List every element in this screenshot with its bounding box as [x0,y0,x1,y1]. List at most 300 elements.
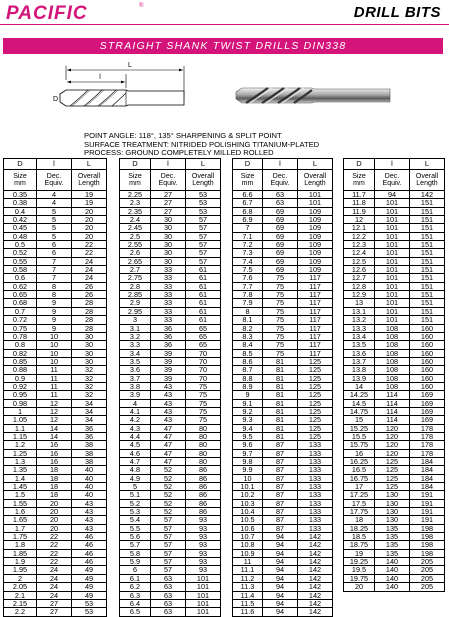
overall-length-cell: 49 [72,591,107,599]
overall-length-cell: 19 [72,199,107,207]
col-letter-D: D [120,159,151,170]
size-cell: 18 [344,516,375,524]
overall-length-cell: 65 [186,324,221,332]
dec-equiv-cell: 108 [375,374,410,382]
overall-length-cell: 36 [72,432,107,440]
overall-length-cell: 57 [186,224,221,232]
column-letter-row [4,159,107,170]
size-cell: 7 [233,224,263,232]
dec-equiv-cell: 108 [375,382,410,390]
size-cell: 16.25 [344,458,375,466]
dec-equiv-cell: 36 [151,341,186,349]
overall-length-cell: 160 [410,374,445,382]
overall-length-cell: 125 [298,374,333,382]
overall-length-header: Overall Length [298,170,333,191]
dec-equiv-cell: 130 [375,508,410,516]
size-cell: 11.4 [233,591,263,599]
dec-equiv-cell: 101 [375,282,410,290]
overall-length-cell: 178 [410,432,445,440]
table-row [120,316,221,324]
dec-equiv-cell: 33 [151,299,186,307]
overall-length-cell: 198 [410,533,445,541]
dec-equiv-cell: 120 [375,432,410,440]
table-row [344,391,445,399]
overall-length-cell: 32 [72,366,107,374]
dec-equiv-cell: 87 [263,458,298,466]
size-cell: 11.3 [233,583,263,591]
table-row [120,466,221,474]
overall-length-cell: 205 [410,574,445,582]
dec-equiv-cell: 87 [263,483,298,491]
dec-equiv-cell: 69 [263,241,298,249]
size-cell: 0.85 [4,357,37,365]
size-cell: 11.7 [344,191,375,199]
dec-equiv-cell: 81 [263,416,298,424]
overall-length-cell: 80 [186,424,221,432]
size-cell: 2.45 [120,224,151,232]
overall-length-cell: 24 [72,257,107,265]
size-cell: 0.38 [4,199,37,207]
column-header-row [233,170,333,191]
size-cell: 8.6 [233,357,263,365]
size-cell: 12.8 [344,282,375,290]
table-row [344,199,445,207]
overall-length-cell: 40 [72,483,107,491]
dec-equiv-cell: 101 [375,299,410,307]
dec-equiv-cell: 10 [37,349,72,357]
overall-length-cell: 184 [410,483,445,491]
dec-equiv-cell: 120 [375,441,410,449]
dec-equiv-cell: 30 [151,232,186,240]
table-row [120,416,221,424]
size-cell: 5.9 [120,558,151,566]
dec-equiv-cell: 24 [37,566,72,574]
size-cell: 14.75 [344,407,375,415]
dec-equiv-cell: 43 [151,399,186,407]
overall-length-cell: 133 [298,524,333,532]
size-cell: 12.4 [344,249,375,257]
size-cell: 17.5 [344,499,375,507]
table-row [233,366,333,374]
col-letter-l: l [151,159,186,170]
size-cell: 2.25 [120,191,151,199]
size-cell: 14.5 [344,399,375,407]
dec-equiv-cell: 22 [37,549,72,557]
dec-equiv-cell: 81 [263,391,298,399]
dec-equiv-cell: 135 [375,541,410,549]
overall-length-cell: 34 [72,407,107,415]
dec-equiv-cell: 20 [37,524,72,532]
dec-equiv-cell: 47 [151,449,186,457]
size-cell: 7.1 [233,232,263,240]
size-cell: 1.05 [4,416,37,424]
dec-equiv-cell: 101 [375,216,410,224]
size-cell: 6.3 [120,591,151,599]
dec-equiv-cell: 14 [37,432,72,440]
overall-length-cell: 53 [186,207,221,215]
size-cell: 12.6 [344,266,375,274]
overall-length-cell: 142 [298,566,333,574]
dec-equiv-cell: 24 [37,574,72,582]
size-cell: 2.05 [4,583,37,591]
dec-equiv-cell: 120 [375,424,410,432]
overall-length-cell: 109 [298,257,333,265]
dec-equiv-cell: 57 [151,549,186,557]
dec-equiv-cell: 101 [375,207,410,215]
overall-length-cell: 61 [186,291,221,299]
dec-equiv-cell: 101 [375,274,410,282]
size-cell: 8.8 [233,374,263,382]
size-cell: 10.8 [233,541,263,549]
overall-length-cell: 93 [186,541,221,549]
size-cell: 10 [233,474,263,482]
dec-equiv-cell: 22 [37,533,72,541]
dec-equiv-cell: 39 [151,374,186,382]
overall-length-cell: 125 [298,424,333,432]
table-row [233,341,333,349]
size-cell: 8.1 [233,316,263,324]
label-L: L [128,62,132,69]
size-cell: 1.95 [4,566,37,574]
size-cell: 15.5 [344,432,375,440]
size-cell: 2.1 [4,591,37,599]
dec-equiv-cell: 10 [37,332,72,340]
dec-equiv-cell: 108 [375,357,410,365]
overall-length-cell: 46 [72,558,107,566]
size-cell: 2.75 [120,274,151,282]
size-cell: 0.82 [4,349,37,357]
dec-equiv-cell: 81 [263,366,298,374]
size-cell: 15.75 [344,441,375,449]
dec-equiv-cell: 87 [263,524,298,532]
dec-equiv-cell: 135 [375,524,410,532]
size-cell: 9.5 [233,432,263,440]
dec-equiv-cell: 69 [263,257,298,265]
overall-length-cell: 28 [72,299,107,307]
dec-equiv-header: Dec. Equiv. [375,170,410,191]
dec-equiv-cell: 57 [151,524,186,532]
table-row [233,491,333,499]
overall-length-cell: 160 [410,382,445,390]
banner-title: STRAIGHT SHANK TWIST DRILLS DIN338 [99,40,347,52]
table-row [233,466,333,474]
dec-equiv-cell: 101 [375,224,410,232]
column-header-row [120,170,221,191]
overall-length-cell: 117 [298,299,333,307]
table-row [233,441,333,449]
overall-length-cell: 117 [298,341,333,349]
overall-length-cell: 30 [72,341,107,349]
dec-equiv-cell: 94 [263,533,298,541]
overall-length-cell: 160 [410,349,445,357]
size-cell: 0.6 [4,274,37,282]
dec-equiv-cell: 75 [263,316,298,324]
overall-length-cell: 151 [410,249,445,257]
overall-length-cell: 30 [72,357,107,365]
size-cell: 0.52 [4,249,37,257]
dec-equiv-cell: 57 [151,558,186,566]
overall-length-cell: 133 [298,491,333,499]
dec-equiv-cell: 43 [151,382,186,390]
overall-length-cell: 151 [410,241,445,249]
dec-equiv-cell: 52 [151,466,186,474]
overall-length-cell: 26 [72,282,107,290]
dec-equiv-header: Dec. Equiv. [151,170,186,191]
size-cell: 10.1 [233,483,263,491]
size-cell: 0.58 [4,266,37,274]
dec-equiv-header: Dec. Equiv. [37,170,72,191]
size-cell: 12 [344,216,375,224]
overall-length-cell: 38 [72,458,107,466]
dec-equiv-cell: 87 [263,499,298,507]
size-cell: 2 [4,574,37,582]
dec-equiv-header: Dec. Equiv. [263,170,298,191]
dec-equiv-cell: 87 [263,466,298,474]
overall-length-cell: 169 [410,407,445,415]
overall-length-cell: 75 [186,391,221,399]
table-row [120,608,221,616]
dec-equiv-cell: 114 [375,399,410,407]
overall-length-cell: 86 [186,499,221,507]
overall-length-cell: 93 [186,558,221,566]
dec-equiv-cell: 11 [37,374,72,382]
point-angle-spec: POINT ANGLE: 118°, 135° SHARPENING & SPLIT POINT [84,131,282,140]
dec-equiv-cell: 8 [37,291,72,299]
dec-equiv-cell: 108 [375,349,410,357]
size-table-1 [3,158,107,617]
dec-equiv-cell: 18 [37,491,72,499]
size-cell: 3.2 [120,332,151,340]
dec-equiv-cell: 57 [151,541,186,549]
overall-length-cell: 109 [298,224,333,232]
size-cell: 0.42 [4,216,37,224]
size-cell: 0.95 [4,391,37,399]
dec-equiv-cell: 108 [375,341,410,349]
size-cell: 7.4 [233,257,263,265]
dec-equiv-cell: 63 [151,591,186,599]
overall-length-cell: 26 [72,291,107,299]
overall-length-cell: 117 [298,307,333,315]
size-cell: 4.3 [120,424,151,432]
dec-equiv-cell: 75 [263,332,298,340]
table-row [120,491,221,499]
dec-equiv-cell: 94 [263,566,298,574]
size-cell: 8.3 [233,332,263,340]
table-row [233,249,333,257]
size-cell: 0.68 [4,299,37,307]
overall-length-cell: 184 [410,466,445,474]
overall-length-cell: 191 [410,499,445,507]
overall-length-cell: 198 [410,549,445,557]
overall-length-cell: 191 [410,508,445,516]
overall-length-cell: 46 [72,541,107,549]
overall-length-cell: 32 [72,374,107,382]
table-row [344,583,445,591]
overall-length-cell: 49 [72,566,107,574]
overall-length-cell: 109 [298,207,333,215]
size-cell: 13.6 [344,349,375,357]
size-cell: 2.65 [120,257,151,265]
overall-length-cell: 49 [72,583,107,591]
dec-equiv-cell: 94 [263,574,298,582]
dec-equiv-cell: 130 [375,491,410,499]
size-cell: 6.4 [120,599,151,607]
overall-length-cell: 40 [72,466,107,474]
overall-length-cell: 57 [186,257,221,265]
size-cell: 11.5 [233,599,263,607]
dec-equiv-cell: 22 [37,541,72,549]
overall-length-cell: 178 [410,441,445,449]
overall-length-cell: 75 [186,382,221,390]
size-cell: 1 [4,407,37,415]
column-header-row [344,170,445,191]
size-cell: 3.8 [120,382,151,390]
size-cell: 0.98 [4,399,37,407]
size-cell: 9.9 [233,466,263,474]
dec-equiv-cell: 20 [37,508,72,516]
dec-equiv-cell: 16 [37,449,72,457]
size-cell: 10.6 [233,524,263,532]
overall-length-cell: 20 [72,207,107,215]
size-cell: 13.4 [344,332,375,340]
overall-length-cell: 101 [186,574,221,582]
col-letter-D: D [233,159,263,170]
overall-length-cell: 28 [72,316,107,324]
dec-equiv-cell: 81 [263,399,298,407]
overall-length-cell: 57 [186,249,221,257]
overall-length-header: Overall Length [72,170,107,191]
table-row [344,516,445,524]
brand-logo: PACIFIC [6,3,88,24]
size-cell: 19.5 [344,566,375,574]
size-cell: 2.5 [120,232,151,240]
size-cell: 5.7 [120,541,151,549]
dec-equiv-cell: 4 [37,199,72,207]
size-cell: 0.4 [4,207,37,215]
size-cell: 18.25 [344,524,375,532]
dec-equiv-cell: 114 [375,407,410,415]
table-row [4,608,107,616]
header-divider [0,24,449,25]
overall-length-cell: 61 [186,307,221,315]
size-header: Size mm [120,170,151,191]
size-cell: 20 [344,583,375,591]
dec-equiv-cell: 140 [375,566,410,574]
overall-length-cell: 53 [72,599,107,607]
size-cell: 5.1 [120,491,151,499]
overall-length-cell: 70 [186,357,221,365]
size-cell: 1.7 [4,524,37,532]
overall-length-cell: 34 [72,416,107,424]
drill-bit-image [232,78,394,112]
dec-equiv-cell: 135 [375,533,410,541]
size-cell: 0.48 [4,232,37,240]
size-cell: 2.3 [120,199,151,207]
overall-length-cell: 151 [410,257,445,265]
dec-equiv-cell: 36 [151,324,186,332]
surface-treatment-spec: SURFACE TREATMENT: NITRIDED POLISHING TITANIUM-PLATED [84,139,320,149]
overall-length-cell: 57 [186,216,221,224]
size-cell: 0.45 [4,224,37,232]
dec-equiv-cell: 33 [151,274,186,282]
dec-equiv-cell: 52 [151,483,186,491]
dec-equiv-cell: 4 [37,191,72,199]
size-cell: 7.8 [233,291,263,299]
overall-length-cell: 53 [186,191,221,199]
overall-length-cell: 151 [410,307,445,315]
dec-equiv-cell: 63 [151,608,186,616]
table-row [4,491,107,499]
overall-length-cell: 198 [410,524,445,532]
size-cell: 2.15 [4,599,37,607]
size-cell: 9 [233,391,263,399]
table-row [344,441,445,449]
table-row [344,416,445,424]
overall-length-cell: 133 [298,508,333,516]
overall-length-cell: 133 [298,483,333,491]
registered-mark: ® [139,3,144,9]
dec-equiv-cell: 101 [375,307,410,315]
dec-equiv-cell: 125 [375,466,410,474]
overall-length-cell: 24 [72,274,107,282]
overall-length-cell: 117 [298,332,333,340]
dec-equiv-cell: 11 [37,382,72,390]
size-cell: 5.2 [120,499,151,507]
dec-equiv-cell: 8 [37,282,72,290]
size-cell: 16.5 [344,466,375,474]
table-row [233,224,333,232]
table-row [4,391,107,399]
overall-length-cell: 109 [298,266,333,274]
size-cell: 4.5 [120,441,151,449]
size-tables [3,158,447,617]
dec-equiv-cell: 101 [375,257,410,265]
dec-equiv-cell: 47 [151,441,186,449]
size-cell: 4.2 [120,416,151,424]
dec-equiv-cell: 16 [37,458,72,466]
size-cell: 14 [344,382,375,390]
dec-equiv-cell: 94 [263,583,298,591]
overall-length-cell: 80 [186,432,221,440]
dec-equiv-cell: 52 [151,508,186,516]
overall-length-cell: 133 [298,449,333,457]
size-cell: 4.8 [120,466,151,474]
size-cell: 12.5 [344,257,375,265]
dec-equiv-cell: 27 [37,608,72,616]
size-cell: 15.25 [344,424,375,432]
overall-length-cell: 151 [410,207,445,215]
overall-length-cell: 61 [186,282,221,290]
size-cell: 2.8 [120,282,151,290]
size-cell: 0.78 [4,332,37,340]
dec-equiv-cell: 63 [151,599,186,607]
col-letter-l: l [263,159,298,170]
dec-equiv-cell: 114 [375,391,410,399]
overall-length-cell: 53 [186,199,221,207]
col-letter-l: l [375,159,410,170]
dec-equiv-cell: 94 [263,549,298,557]
dec-equiv-cell: 75 [263,282,298,290]
table-row [344,366,445,374]
dec-equiv-cell: 81 [263,424,298,432]
size-cell: 9.6 [233,441,263,449]
size-cell: 5 [120,483,151,491]
table-row [233,316,333,324]
size-cell: 8.2 [233,324,263,332]
table-row [233,416,333,424]
size-cell: 1.2 [4,441,37,449]
overall-length-cell: 117 [298,324,333,332]
